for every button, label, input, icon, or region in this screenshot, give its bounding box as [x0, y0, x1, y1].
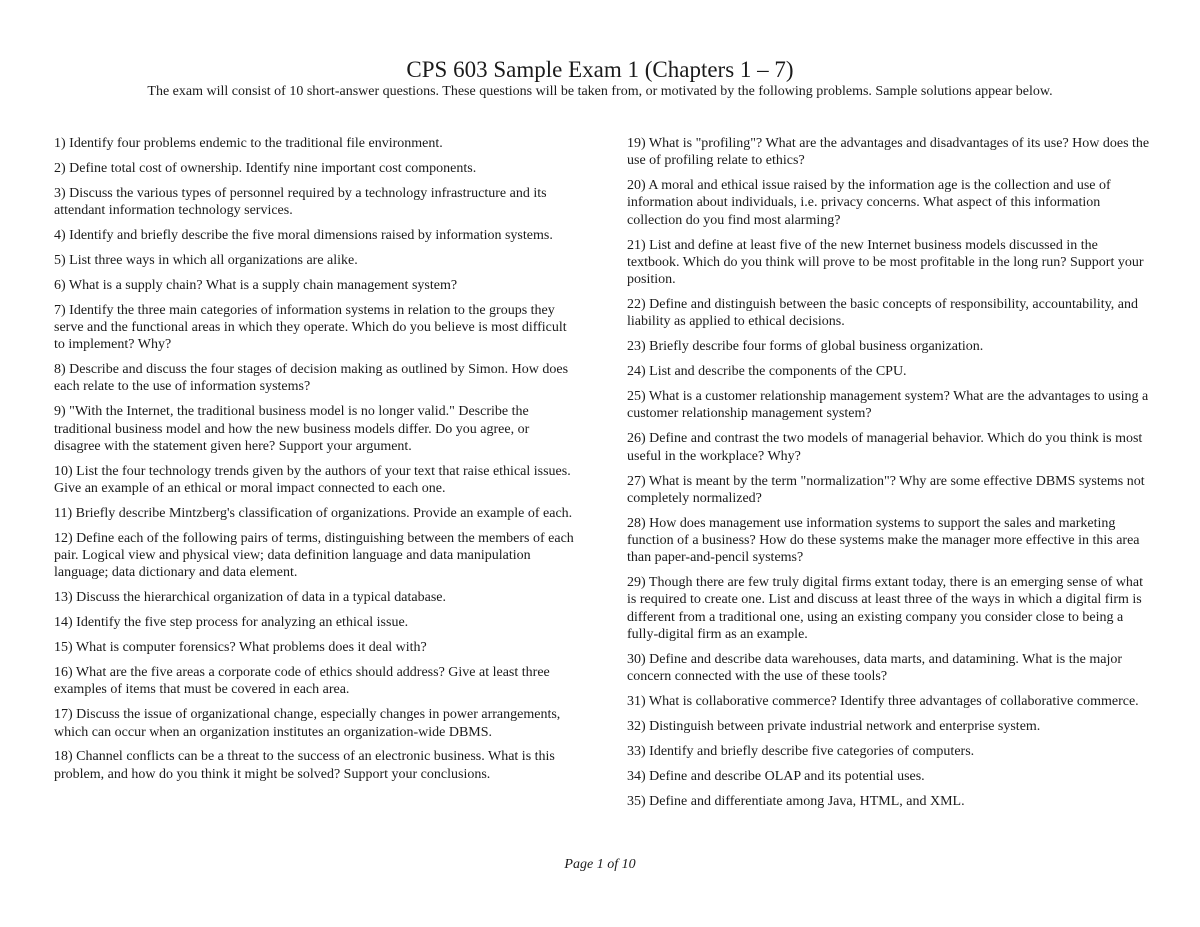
question-item: 17) Discuss the issue of organizational change, especially changes in power arrangements, which can occur when an organization institutes an organization-wide DBMS.: [54, 707, 561, 740]
question-column-right: [627, 135, 1152, 818]
question-item: 13) Discuss the hierarchical organization of data in a typical database.: [54, 590, 446, 606]
question-item: 22) Define and distinguish between the basic concepts of responsibility, accountability, and liability as applied to ethical decisions.: [627, 297, 1138, 330]
question-item: 20) A moral and ethical issue raised by the information age is the collection and use of information about individuals, i.e. privacy concerns. What aspect of this information collection do you find most alarming?: [627, 178, 1111, 228]
question-item: 19) What is "profiling"? What are the advantages and disadvantages of its use? How does the use of profiling relate to ethics?: [627, 136, 1150, 169]
question-item: 30) Define and describe data warehouses, data marts, and datamining. What is the major concern connected with the use of these tools?: [627, 651, 1123, 685]
question-item: 14) Identify the five step process for analyzing an ethical issue.: [54, 615, 409, 631]
question-item: 21) List and define at least five of the new Internet business models discussed in the textbook. Which do you think will prove to be most profitable in the long run? Support your position.: [627, 237, 1144, 288]
question-item: 33) Identify and briefly describe five categories of computers.: [627, 743, 975, 759]
question-item: 15) What is computer forensics? What problems does it deal with?: [54, 640, 427, 656]
question-item: 18) Channel conflicts can be a threat to the success of an electronic business. What is this problem, and how do you think it might be solved? Support your conclusions.: [54, 749, 555, 782]
question-item: 12) Define each of the following pairs of terms, distinguishing between the members of each pair. Logical view and physical view; data definition language and data manipulation language; data dictionary and data element.: [54, 530, 574, 581]
page-title: CPS 603 Sample Exam 1 (Chapters 1 – 7): [406, 57, 794, 82]
question-item: 28) How does management use information systems to support the sales and marketing function of a business? How do these systems make the manager more effective in this area than paper-and-pencil systems?: [627, 515, 1140, 566]
question-item: 35) Define and differentiate among Java, HTML, and XML.: [627, 793, 965, 809]
question-item: 3) Discuss the various types of personnel required by a technology infrastructure and its attendant information technology services.: [54, 185, 547, 219]
question-item: 24) List and describe the components of the CPU.: [627, 364, 907, 380]
question-item: 23) Briefly describe four forms of global business organization.: [627, 339, 984, 355]
question-item: 1) Identify four problems endemic to the traditional file environment.: [54, 136, 443, 151]
question-item: 6) What is a supply chain? What is a supply chain management system?: [54, 277, 458, 293]
question-item: 34) Define and describe OLAP and its potential uses.: [627, 768, 925, 784]
exam-instructions: The exam will consist of 10 short-answer questions. These questions will be taken from, or motivated by the following problems. Sample solutions appear below.: [147, 84, 1053, 99]
question-item: 25) What is a customer relationship management system? What are the advantages to using a customer relationship management system?: [627, 389, 1149, 422]
question-item: 10) List the four technology trends given by the authors of your text that raise ethical issues. Give an example of an ethical or moral impact connected to each one.: [54, 463, 571, 497]
question-item: 31) What is collaborative commerce? Identify three advantages of collaborative commerce.: [627, 694, 1139, 710]
question-item: 29) Though there are few truly digital firms extant today, there is an emerging sense of what is required to create one. List and discuss at least three of the ways in which a digital firm is different from a traditional one, using an existing company you consider close to being a fully-digital firm as an example.: [627, 575, 1144, 643]
page-number: Page 1 of 10: [564, 857, 636, 872]
question-column-left: [54, 135, 574, 791]
question-item: 4) Identify and briefly describe the five moral dimensions raised by information systems.: [54, 227, 553, 243]
question-item: 7) Identify the three main categories of information systems in relation to the groups they serve and the functional areas in which they operate. Which do you believe is most difficult to implement? Why?: [54, 302, 567, 353]
question-item: 32) Distinguish between private industrial network and enterprise system.: [627, 719, 1041, 735]
question-item: 2) Define total cost of ownership. Identify nine important cost components.: [54, 160, 477, 176]
question-item: 8) Describe and discuss the four stages of decision making as outlined by Simon. How does each relate to the use of information systems?: [54, 362, 569, 395]
question-item: 9) "With the Internet, the traditional business model is no longer valid." Describe the traditional business model and how the new business models differ. Do you agree, or disagree with the statement given here? Support your argument.: [54, 404, 530, 454]
question-item: 5) List three ways in which all organizations are alike.: [54, 252, 358, 268]
question-item: 11) Briefly describe Mintzberg's classification of organizations. Provide an example of each.: [54, 505, 573, 521]
question-item: 16) What are the five areas a corporate code of ethics should address? Give at least three examples of items that must be covered in each area.: [54, 665, 550, 698]
question-item: 27) What is meant by the term "normalization"? Why are some effective DBMS systems not completely normalized?: [627, 473, 1145, 506]
question-item: 26) Define and contrast the two models of managerial behavior. Which do you think is most useful in the workplace? Why?: [627, 431, 1143, 464]
